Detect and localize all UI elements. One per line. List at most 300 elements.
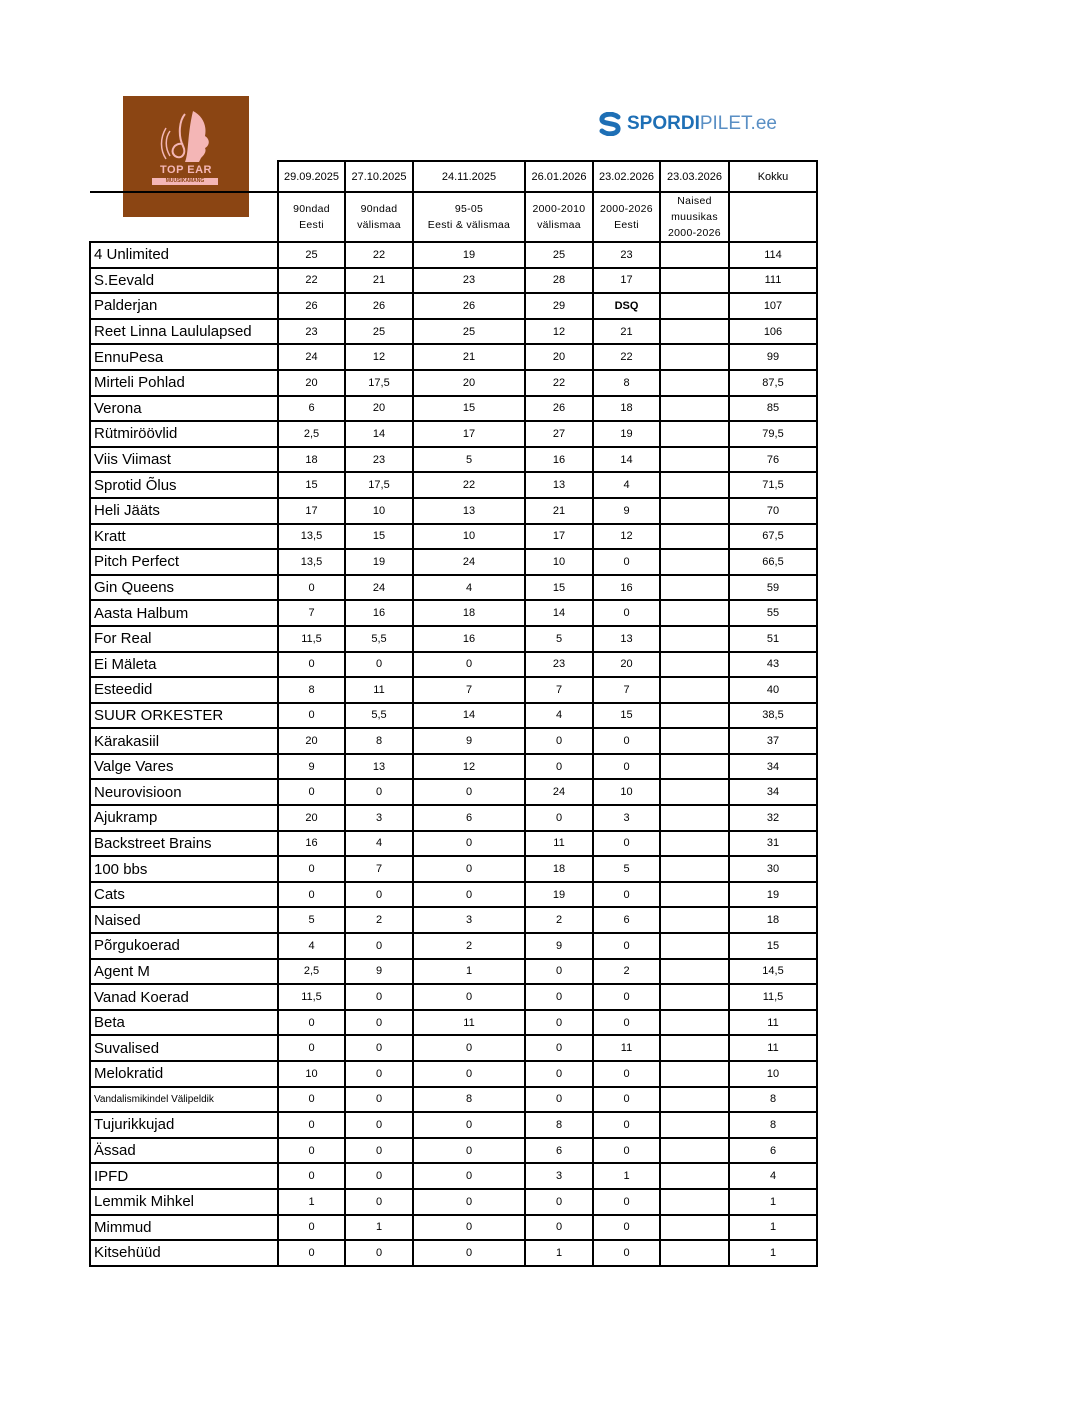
team-name: SUUR ORKESTER	[90, 703, 278, 729]
score-cell	[660, 268, 729, 294]
team-name: For Real	[90, 626, 278, 652]
team-name: Suvalised	[90, 1035, 278, 1061]
score-cell: 20	[413, 370, 525, 396]
score-cell	[660, 293, 729, 319]
score-cell: 0	[345, 652, 413, 678]
score-cell	[660, 575, 729, 601]
team-name: Melokratid	[90, 1061, 278, 1087]
score-cell: 23	[413, 268, 525, 294]
score-cell: 19	[525, 882, 593, 908]
score-cell: 13	[593, 626, 660, 652]
total-cell: 11	[729, 1035, 817, 1061]
score-cell: 26	[413, 293, 525, 319]
score-cell: 21	[413, 344, 525, 370]
score-cell: 0	[525, 1189, 593, 1215]
score-cell: 0	[413, 1035, 525, 1061]
total-cell: 11	[729, 1010, 817, 1036]
total-cell: 107	[729, 293, 817, 319]
score-cell: 5	[413, 447, 525, 473]
score-cell: 13,5	[278, 524, 345, 550]
logo-title: TOP EAR	[160, 164, 212, 176]
score-cell: 4	[278, 933, 345, 959]
score-cell: 0	[593, 1189, 660, 1215]
score-cell: 0	[593, 1215, 660, 1241]
score-cell: 0	[525, 1087, 593, 1113]
team-name: Neurovisioon	[90, 779, 278, 805]
score-cell: 0	[345, 779, 413, 805]
total-cell: 40	[729, 677, 817, 703]
total-cell: 99	[729, 344, 817, 370]
team-name: Ajukramp	[90, 805, 278, 831]
column-theme	[278, 192, 345, 242]
score-cell: 0	[278, 882, 345, 908]
table-row	[90, 779, 817, 805]
score-cell: 12	[413, 754, 525, 780]
total-cell: 1	[729, 1189, 817, 1215]
total-cell: 37	[729, 728, 817, 754]
score-cell: 0	[278, 1215, 345, 1241]
score-cell: 0	[593, 984, 660, 1010]
team-name: Pitch Perfect	[90, 549, 278, 575]
score-cell: 0	[593, 1112, 660, 1138]
score-cell: 0	[278, 1163, 345, 1189]
score-cell: 16	[278, 831, 345, 857]
spordipilet-logo	[598, 111, 777, 137]
score-cell: 0	[593, 933, 660, 959]
total-cell: 59	[729, 575, 817, 601]
theme-line: välismaa	[537, 219, 581, 231]
score-cell: 0	[525, 1010, 593, 1036]
score-cell: 21	[345, 268, 413, 294]
table-row	[90, 626, 817, 652]
score-cell: 0	[345, 1061, 413, 1087]
score-cell: 0	[278, 703, 345, 729]
table-row	[90, 907, 817, 933]
score-cell	[660, 396, 729, 422]
table-row	[90, 268, 817, 294]
score-cell: 0	[593, 600, 660, 626]
score-cell: 0	[278, 779, 345, 805]
score-cell: 0	[593, 1061, 660, 1087]
score-cell: 6	[278, 396, 345, 422]
score-cell: 9	[593, 498, 660, 524]
score-cell: 7	[278, 600, 345, 626]
score-cell: 1	[525, 1240, 593, 1266]
score-cell: 20	[278, 805, 345, 831]
score-cell	[660, 498, 729, 524]
team-name: Ässad	[90, 1138, 278, 1164]
score-cell: 0	[525, 805, 593, 831]
theme-line: Eesti	[614, 219, 639, 231]
team-name: Gin Queens	[90, 575, 278, 601]
table-row	[90, 600, 817, 626]
score-cell: 5,5	[345, 626, 413, 652]
score-cell: 0	[278, 1035, 345, 1061]
score-cell: 1	[345, 1215, 413, 1241]
score-cell: 6	[525, 1138, 593, 1164]
total-cell: 32	[729, 805, 817, 831]
score-cell: 18	[525, 856, 593, 882]
score-cell: 0	[525, 1215, 593, 1241]
score-cell	[660, 242, 729, 268]
score-cell: 6	[593, 907, 660, 933]
score-cell: 11,5	[278, 984, 345, 1010]
table-row	[90, 728, 817, 754]
table-row	[90, 984, 817, 1010]
table-row	[90, 396, 817, 422]
score-cell: 0	[413, 1061, 525, 1087]
logo-text-bold: SPORDI	[627, 113, 700, 134]
score-cell: 2,5	[278, 421, 345, 447]
score-cell: 17,5	[345, 472, 413, 498]
score-cell: 20	[278, 370, 345, 396]
score-cell	[660, 1189, 729, 1215]
score-cell: 15	[278, 472, 345, 498]
score-cell: 3	[525, 1163, 593, 1189]
score-cell	[660, 319, 729, 345]
score-cell: 11	[413, 1010, 525, 1036]
score-cell: 25	[345, 319, 413, 345]
score-cell: 2	[413, 933, 525, 959]
score-cell: 20	[345, 396, 413, 422]
score-cell: 18	[278, 447, 345, 473]
score-cell: 0	[413, 1240, 525, 1266]
logo-subtitle: MUUSIKAMÄNG	[152, 178, 218, 185]
score-cell: 8	[278, 677, 345, 703]
score-cell: 9	[345, 959, 413, 985]
score-cell: 0	[278, 1112, 345, 1138]
total-cell: 111	[729, 268, 817, 294]
score-cell: 15	[345, 524, 413, 550]
score-cell	[660, 626, 729, 652]
table-row	[90, 524, 817, 550]
score-cell: 0	[593, 882, 660, 908]
team-name: Verona	[90, 396, 278, 422]
score-cell	[660, 805, 729, 831]
team-name: 100 bbs	[90, 856, 278, 882]
score-cell	[660, 1138, 729, 1164]
table-row	[90, 498, 817, 524]
total-cell: 19	[729, 882, 817, 908]
total-cell: 71,5	[729, 472, 817, 498]
total-cell: 79,5	[729, 421, 817, 447]
total-cell: 114	[729, 242, 817, 268]
score-cell: 0	[345, 984, 413, 1010]
score-cell: 0	[278, 1087, 345, 1113]
table-row	[90, 1215, 817, 1241]
score-cell: 4	[525, 703, 593, 729]
score-cell: 0	[593, 1240, 660, 1266]
column-date: 23.02.2026	[593, 161, 660, 192]
score-cell: 8	[345, 728, 413, 754]
score-cell: 19	[413, 242, 525, 268]
score-cell: 0	[345, 1112, 413, 1138]
score-cell: 13	[525, 472, 593, 498]
score-cell	[660, 779, 729, 805]
score-cell: 17	[278, 498, 345, 524]
theme-line: 90ndad	[293, 203, 330, 215]
table-row	[90, 1112, 817, 1138]
column-date: 23.03.2026	[660, 161, 729, 192]
table-row	[90, 1035, 817, 1061]
score-cell: 0	[413, 1163, 525, 1189]
score-cell: 0	[278, 1240, 345, 1266]
team-name: Põrgukoerad	[90, 933, 278, 959]
score-cell: 0	[413, 1189, 525, 1215]
score-cell: 0	[278, 856, 345, 882]
score-cell: 23	[345, 447, 413, 473]
score-cell: 1	[413, 959, 525, 985]
total-cell: 11,5	[729, 984, 817, 1010]
team-name: Esteedid	[90, 677, 278, 703]
score-cell: 22	[345, 242, 413, 268]
score-cell: 8	[593, 370, 660, 396]
score-cell: 0	[345, 1138, 413, 1164]
score-cell	[660, 447, 729, 473]
table-row	[90, 472, 817, 498]
score-cell: 20	[278, 728, 345, 754]
score-cell: 14	[413, 703, 525, 729]
table-row	[90, 703, 817, 729]
score-cell: 0	[593, 1138, 660, 1164]
score-cell: 0	[593, 831, 660, 857]
score-cell	[660, 831, 729, 857]
score-cell: 6	[413, 805, 525, 831]
score-cell: 0	[413, 882, 525, 908]
score-cell: 0	[345, 933, 413, 959]
total-cell: 51	[729, 626, 817, 652]
total-cell: 70	[729, 498, 817, 524]
score-cell: 4	[593, 472, 660, 498]
team-name: Rütmiröövlid	[90, 421, 278, 447]
score-cell: 25	[278, 242, 345, 268]
score-cell: 24	[278, 344, 345, 370]
score-cell	[660, 728, 729, 754]
score-cell: 0	[278, 1138, 345, 1164]
team-name: Tujurikkujad	[90, 1112, 278, 1138]
total-cell: 106	[729, 319, 817, 345]
table-row	[90, 959, 817, 985]
theme-line: Eesti & välismaa	[427, 219, 511, 231]
column-date: 27.10.2025	[345, 161, 413, 192]
header-blank	[90, 192, 278, 242]
team-name: Viis Viimast	[90, 447, 278, 473]
score-cell: 0	[525, 754, 593, 780]
score-cell: 4	[413, 575, 525, 601]
score-cell: 23	[593, 242, 660, 268]
table-row	[90, 754, 817, 780]
total-cell: 38,5	[729, 703, 817, 729]
column-date: 29.09.2025	[278, 161, 345, 192]
table-row	[90, 447, 817, 473]
team-name: Kratt	[90, 524, 278, 550]
score-cell: 0	[345, 1087, 413, 1113]
column-theme	[660, 192, 729, 242]
score-cell: 26	[525, 396, 593, 422]
spordipilet-s-icon	[598, 112, 622, 136]
score-cell: 0	[593, 1087, 660, 1113]
score-cell: 10	[593, 779, 660, 805]
score-cell: 10	[413, 524, 525, 550]
score-cell: 7	[345, 856, 413, 882]
score-cell	[660, 549, 729, 575]
score-cell: 9	[278, 754, 345, 780]
score-cell: 9	[413, 728, 525, 754]
score-cell: 16	[345, 600, 413, 626]
total-cell: 30	[729, 856, 817, 882]
score-cell: 16	[593, 575, 660, 601]
score-cell: 26	[345, 293, 413, 319]
table-row	[90, 1010, 817, 1036]
score-cell: 22	[278, 268, 345, 294]
score-cell	[660, 1240, 729, 1266]
score-cell: 5,5	[345, 703, 413, 729]
score-cell	[660, 1087, 729, 1113]
total-cell: 18	[729, 907, 817, 933]
score-cell: 0	[413, 856, 525, 882]
table-row	[90, 344, 817, 370]
team-name: Agent M	[90, 959, 278, 985]
score-cell: 17	[413, 421, 525, 447]
score-cell	[660, 652, 729, 678]
total-cell: 14,5	[729, 959, 817, 985]
team-name: Aasta Halbum	[90, 600, 278, 626]
column-theme	[525, 192, 593, 242]
team-name: Valge Vares	[90, 754, 278, 780]
score-cell	[660, 421, 729, 447]
column-theme	[345, 192, 413, 242]
theme-line: Eesti	[299, 219, 324, 231]
header-blank	[90, 161, 278, 192]
total-cell: 4	[729, 1163, 817, 1189]
theme-line: Naised	[677, 195, 712, 207]
theme-line: 2000-2026	[600, 203, 653, 215]
score-cell: 13	[345, 754, 413, 780]
table-row	[90, 421, 817, 447]
header-themes-row	[90, 192, 817, 242]
score-cell	[660, 524, 729, 550]
score-cell: 0	[345, 882, 413, 908]
score-cell: 23	[525, 652, 593, 678]
score-cell: 2,5	[278, 959, 345, 985]
team-name: Vandalismikindel Välipeldik	[90, 1087, 278, 1113]
team-name: 4 Unlimited	[90, 242, 278, 268]
score-cell: 11	[593, 1035, 660, 1061]
score-cell: 0	[413, 1138, 525, 1164]
team-name: Beta	[90, 1010, 278, 1036]
score-cell: 0	[413, 652, 525, 678]
score-cell: 9	[525, 933, 593, 959]
score-cell: 15	[525, 575, 593, 601]
total-cell: 55	[729, 600, 817, 626]
score-cell	[660, 600, 729, 626]
score-cell	[660, 370, 729, 396]
score-cell: 7	[413, 677, 525, 703]
score-cell	[660, 933, 729, 959]
score-cell	[660, 344, 729, 370]
team-name: IPFD	[90, 1163, 278, 1189]
total-cell: 76	[729, 447, 817, 473]
team-name: Ei Mäleta	[90, 652, 278, 678]
score-cell	[660, 856, 729, 882]
score-cell: 27	[525, 421, 593, 447]
score-cell: 5	[593, 856, 660, 882]
score-cell: 16	[525, 447, 593, 473]
score-cell: 0	[593, 728, 660, 754]
score-cell	[660, 1163, 729, 1189]
score-cell	[660, 1112, 729, 1138]
score-cell: 21	[593, 319, 660, 345]
table-row	[90, 293, 817, 319]
score-cell: 3	[413, 907, 525, 933]
column-theme	[729, 192, 817, 242]
total-cell: 67,5	[729, 524, 817, 550]
score-cell: 0	[593, 549, 660, 575]
score-cell: 11,5	[278, 626, 345, 652]
score-cell: 0	[593, 1010, 660, 1036]
score-cell: 1	[278, 1189, 345, 1215]
score-cell	[660, 959, 729, 985]
score-cell: 14	[345, 421, 413, 447]
theme-line: 2000-2010	[532, 203, 586, 215]
score-cell: 12	[345, 344, 413, 370]
score-cell	[660, 1010, 729, 1036]
score-cell	[660, 677, 729, 703]
table-row	[90, 1240, 817, 1266]
theme-line: välismaa	[357, 219, 401, 231]
score-cell	[660, 984, 729, 1010]
total-cell: 85	[729, 396, 817, 422]
total-cell: 43	[729, 652, 817, 678]
theme-line: 90ndad	[360, 203, 398, 215]
score-cell: 0	[345, 1240, 413, 1266]
score-cell: 2	[525, 907, 593, 933]
table-row	[90, 242, 817, 268]
total-cell: 15	[729, 933, 817, 959]
table-row	[90, 831, 817, 857]
column-theme	[593, 192, 660, 242]
table-row	[90, 575, 817, 601]
score-cell: 3	[593, 805, 660, 831]
total-cell: 8	[729, 1112, 817, 1138]
total-cell: 87,5	[729, 370, 817, 396]
score-cell	[660, 703, 729, 729]
total-cell: 6	[729, 1138, 817, 1164]
table-row	[90, 652, 817, 678]
team-name: Cats	[90, 882, 278, 908]
score-cell: 8	[525, 1112, 593, 1138]
table-row	[90, 882, 817, 908]
column-theme	[413, 192, 525, 242]
score-cell: 0	[525, 1061, 593, 1087]
score-cell: 24	[413, 549, 525, 575]
total-cell: 1	[729, 1215, 817, 1241]
score-cell: 18	[593, 396, 660, 422]
team-name: Mirteli Pohlad	[90, 370, 278, 396]
score-cell: 7	[525, 677, 593, 703]
score-cell: 0	[525, 984, 593, 1010]
team-name: Kitsehüüd	[90, 1240, 278, 1266]
score-cell: 0	[525, 728, 593, 754]
logo-text-light: PILET.ee	[699, 113, 777, 134]
total-cell: 1	[729, 1240, 817, 1266]
score-cell: 0	[345, 1035, 413, 1061]
score-cell	[660, 1035, 729, 1061]
team-name: Vanad Koerad	[90, 984, 278, 1010]
score-cell: 0	[413, 1112, 525, 1138]
team-name: Kärakasiil	[90, 728, 278, 754]
score-cell: 4	[345, 831, 413, 857]
